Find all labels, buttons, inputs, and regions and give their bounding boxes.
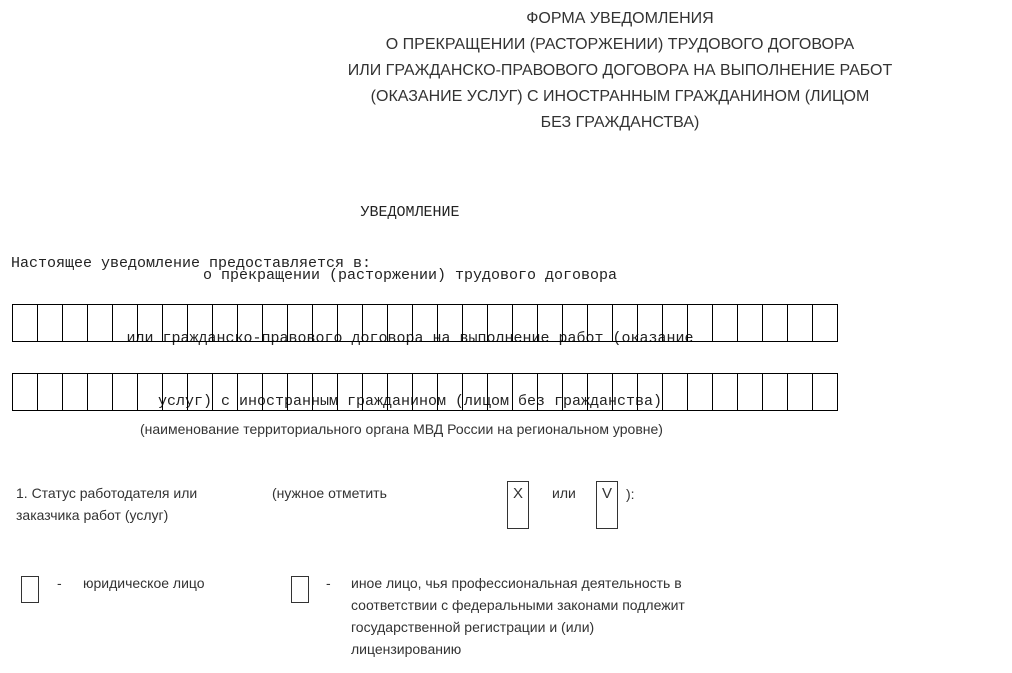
letter-cell[interactable] <box>437 304 463 342</box>
option-dash: - <box>326 575 331 591</box>
letter-cell[interactable] <box>287 304 313 342</box>
letter-cell[interactable] <box>512 373 538 411</box>
letter-cell[interactable] <box>312 304 338 342</box>
letter-cell[interactable] <box>462 373 488 411</box>
option-dash: - <box>57 575 62 591</box>
letter-cell[interactable] <box>112 373 138 411</box>
letter-cell[interactable] <box>187 304 213 342</box>
letter-cell[interactable] <box>62 304 88 342</box>
letter-cell[interactable] <box>387 304 413 342</box>
notice-title-line: услуг) с иностранным гражданином (лицом без гражданства) <box>157 393 663 410</box>
letter-cell[interactable] <box>262 373 288 411</box>
letter-cell[interactable] <box>487 373 513 411</box>
letter-cell[interactable] <box>237 304 263 342</box>
letter-cell[interactable] <box>62 373 88 411</box>
other-person-label-line: лицензированию <box>351 641 462 657</box>
letter-cell[interactable] <box>87 373 113 411</box>
letter-cell[interactable] <box>37 304 63 342</box>
form-title-line: БЕЗ ГРАЖДАНСТВА) <box>540 114 700 131</box>
letter-cell[interactable] <box>412 373 438 411</box>
authority-caption: (наименование территориального органа МВД России на региональном уровне) <box>140 421 663 437</box>
form-title-line: ФОРМА УВЕДОМЛЕНИЯ <box>526 10 714 27</box>
other-person-label <box>351 572 685 660</box>
letter-cell[interactable] <box>262 304 288 342</box>
letter-cell[interactable] <box>12 304 38 342</box>
letter-cell[interactable] <box>712 373 738 411</box>
letter-cell[interactable] <box>637 373 663 411</box>
letter-cell[interactable] <box>387 373 413 411</box>
mark-x-sample: X <box>507 481 529 529</box>
letter-cell[interactable] <box>662 373 688 411</box>
letter-cell[interactable] <box>537 304 563 342</box>
letter-cell[interactable] <box>462 304 488 342</box>
letter-cell[interactable] <box>787 304 813 342</box>
authority-cells-row-1[interactable] <box>12 304 837 342</box>
letter-cell[interactable] <box>437 373 463 411</box>
letter-cell[interactable] <box>487 304 513 342</box>
intro-text: Настоящее уведомление предоставляется в: <box>11 255 372 272</box>
letter-cell[interactable] <box>737 373 763 411</box>
letter-cell[interactable] <box>12 373 38 411</box>
letter-cell[interactable] <box>112 304 138 342</box>
authority-cells-row-2[interactable] <box>12 373 837 411</box>
letter-cell[interactable] <box>137 304 163 342</box>
letter-cell[interactable] <box>162 373 188 411</box>
other-person-label-line: иное лицо, чья профессиональная деятельность в <box>351 575 682 591</box>
other-person-checkbox[interactable] <box>291 576 309 603</box>
letter-cell[interactable] <box>762 304 788 342</box>
letter-cell[interactable] <box>37 373 63 411</box>
letter-cell[interactable] <box>337 373 363 411</box>
form-title-line: (ОКАЗАНИЕ УСЛУГ) С ИНОСТРАННЫМ ГРАЖДАНИНОМ (ЛИЦОМ <box>370 88 870 105</box>
letter-cell[interactable] <box>687 304 713 342</box>
other-person-label-line: соответствии с федеральными законами подлежит <box>351 597 685 613</box>
letter-cell[interactable] <box>562 373 588 411</box>
letter-cell[interactable] <box>362 304 388 342</box>
letter-cell[interactable] <box>87 304 113 342</box>
letter-cell[interactable] <box>612 373 638 411</box>
employer-status-label-line: 1. Статус работодателя или <box>16 485 198 501</box>
letter-cell[interactable] <box>362 373 388 411</box>
letter-cell[interactable] <box>737 304 763 342</box>
letter-cell[interactable] <box>662 304 688 342</box>
letter-cell[interactable] <box>687 373 713 411</box>
legal-entity-label: юридическое лицо <box>83 575 205 591</box>
letter-cell[interactable] <box>812 373 838 411</box>
letter-cell[interactable] <box>312 373 338 411</box>
employer-status-label <box>16 482 197 526</box>
letter-cell[interactable] <box>712 304 738 342</box>
letter-cell[interactable] <box>412 304 438 342</box>
letter-cell[interactable] <box>512 304 538 342</box>
letter-cell[interactable] <box>212 373 238 411</box>
other-person-label-line: государственной регистрации и (или) <box>351 619 595 635</box>
notice-title-line: УВЕДОМЛЕНИЕ <box>360 204 460 221</box>
mark-instruction: (нужное отметить <box>272 485 387 501</box>
letter-cell[interactable] <box>612 304 638 342</box>
notice-title-line: или гражданско-правового договора на выполнение работ (оказание <box>126 330 694 347</box>
or-text: или <box>552 485 576 501</box>
letter-cell[interactable] <box>537 373 563 411</box>
form-title-line: ИЛИ ГРАЖДАНСКО-ПРАВОВОГО ДОГОВОРА НА ВЫПОЛНЕНИЕ РАБОТ <box>347 62 893 79</box>
letter-cell[interactable] <box>562 304 588 342</box>
letter-cell[interactable] <box>162 304 188 342</box>
letter-cell[interactable] <box>287 373 313 411</box>
letter-cell[interactable] <box>187 373 213 411</box>
employer-status-label-line: заказчика работ (услуг) <box>16 507 169 523</box>
letter-cell[interactable] <box>587 373 613 411</box>
letter-cell[interactable] <box>137 373 163 411</box>
letter-cell[interactable] <box>762 373 788 411</box>
letter-cell[interactable] <box>637 304 663 342</box>
letter-cell[interactable] <box>812 304 838 342</box>
legal-entity-checkbox[interactable] <box>21 576 39 603</box>
letter-cell[interactable] <box>587 304 613 342</box>
letter-cell[interactable] <box>212 304 238 342</box>
form-title <box>270 6 970 136</box>
letter-cell[interactable] <box>237 373 263 411</box>
letter-cell[interactable] <box>787 373 813 411</box>
letter-cell[interactable] <box>337 304 363 342</box>
instruction-close: ): <box>626 486 635 502</box>
mark-v-sample: V <box>596 481 618 529</box>
notice-title-line: о прекращении (расторжении) трудового договора <box>202 267 618 284</box>
form-title-line: О ПРЕКРАЩЕНИИ (РАСТОРЖЕНИИ) ТРУДОВОГО ДОГОВОРА <box>385 36 855 53</box>
